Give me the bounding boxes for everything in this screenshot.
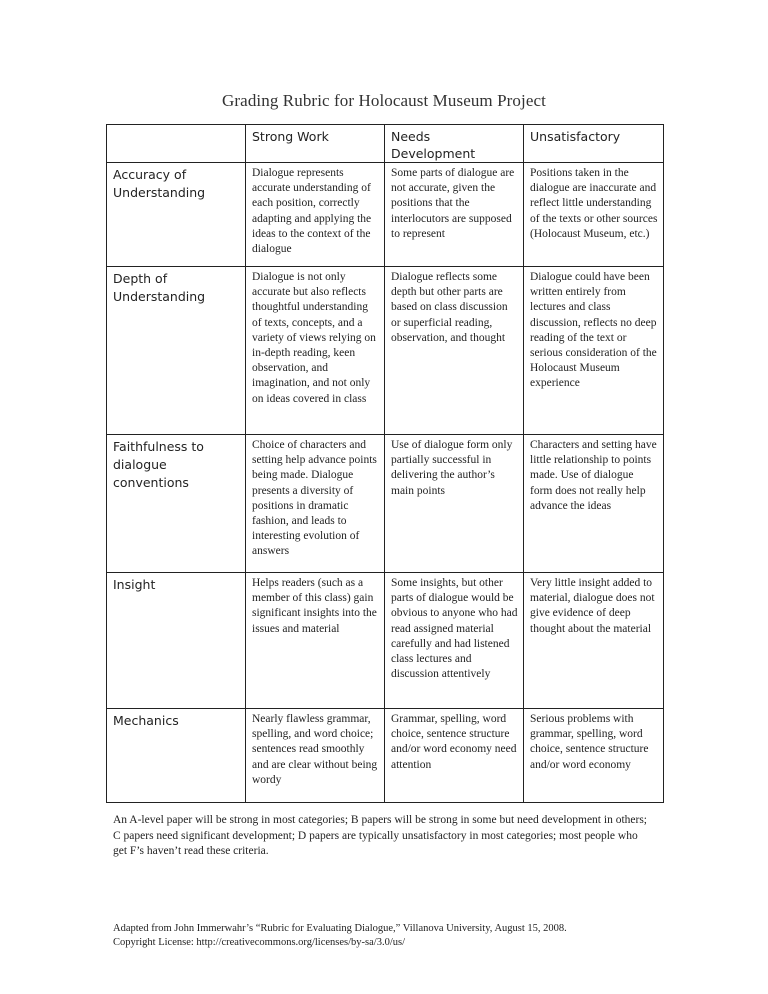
strong-work-cell: Dialogue represents accurate understanding of each position, correctly adapting and applying the ideas to the context of the dialogue [246, 163, 385, 267]
needs-development-cell: Some parts of dialogue are not accurate, given the positions that the interlocutors are supposed to represent [385, 163, 524, 267]
table-row [107, 267, 664, 435]
criterion-cell: Depth of Understanding [107, 267, 246, 435]
header-cell-empty [107, 125, 246, 163]
criterion-cell: Accuracy of Understanding [107, 163, 246, 267]
rubric-table [106, 124, 664, 803]
needs-development-cell: Dialogue reflects some depth but other parts are based on class discussion or superficial reading, observation, and thought [385, 267, 524, 435]
needs-development-cell: Some insights, but other parts of dialogue would be obvious to anyone who had read assigned material carefully and had listened class lectures and discussion attentively [385, 573, 524, 709]
header-cell-unsatisfactory: Unsatisfactory [524, 125, 664, 163]
unsatisfactory-cell: Serious problems with grammar, spelling, word choice, sentence structure and/or word economy [524, 709, 664, 803]
attribution-footer [113, 922, 673, 950]
license-line: Copyright License: http://creativecommons.org/licenses/by-sa/3.0/us/ [113, 937, 406, 948]
strong-work-cell: Helps readers (such as a member of this class) gain significant insights into the issues and material [246, 573, 385, 709]
header-cell-strong-work: Strong Work [246, 125, 385, 163]
unsatisfactory-cell: Characters and setting have little relationship to points made. Use of dialogue form does not really help advance the ideas [524, 435, 664, 573]
unsatisfactory-cell: Very little insight added to material, dialogue does not give evidence of deep thought about the material [524, 573, 664, 709]
header-cell-needs-development: Needs Development [385, 125, 524, 163]
attribution-line: Adapted from John Immerwahr’s “Rubric for Evaluating Dialogue,” Villanova University, August 15, 2008. [113, 923, 567, 934]
criterion-cell: Faithfulness to dialogue conventions [107, 435, 246, 573]
criterion-cell: Insight [107, 573, 246, 709]
table-row [107, 163, 664, 267]
grading-note: An A-level paper will be strong in most categories; B papers will be strong in some but need development in others; C papers need significant development; D papers are typically unsatisfactory in most categories; most people who get F’s haven’t read these criteria. [113, 814, 647, 857]
table-header-row [107, 125, 664, 163]
table-row [107, 435, 664, 573]
strong-work-cell: Dialogue is not only accurate but also reflects thoughtful understanding of texts, concepts, and a variety of views relying on in-depth reading, keen observation, and imagination, and not only on ideas covered in class [246, 267, 385, 435]
strong-work-cell: Choice of characters and setting help advance points being made. Dialogue presents a diversity of positions in dramatic fashion, and leads to interesting evolution of answers [246, 435, 385, 573]
strong-work-cell: Nearly flawless grammar, spelling, and word choice; sentences read smoothly and are clear without being wordy [246, 709, 385, 803]
table-row [107, 573, 664, 709]
unsatisfactory-cell: Dialogue could have been written entirely from lectures and class discussion, reflects no deep reading of the text or serious consideration of the Holocaust Museum experience [524, 267, 664, 435]
needs-development-cell: Use of dialogue form only partially successful in delivering the author’s main points [385, 435, 524, 573]
needs-development-cell: Grammar, spelling, word choice, sentence structure and/or word economy need attention [385, 709, 524, 803]
unsatisfactory-cell: Positions taken in the dialogue are inaccurate and reflect little understanding of the texts or other sources (Holocaust Museum, etc.) [524, 163, 664, 267]
table-row [107, 709, 664, 803]
criterion-cell: Mechanics [107, 709, 246, 803]
page-title: Grading Rubric for Holocaust Museum Project [222, 91, 546, 110]
